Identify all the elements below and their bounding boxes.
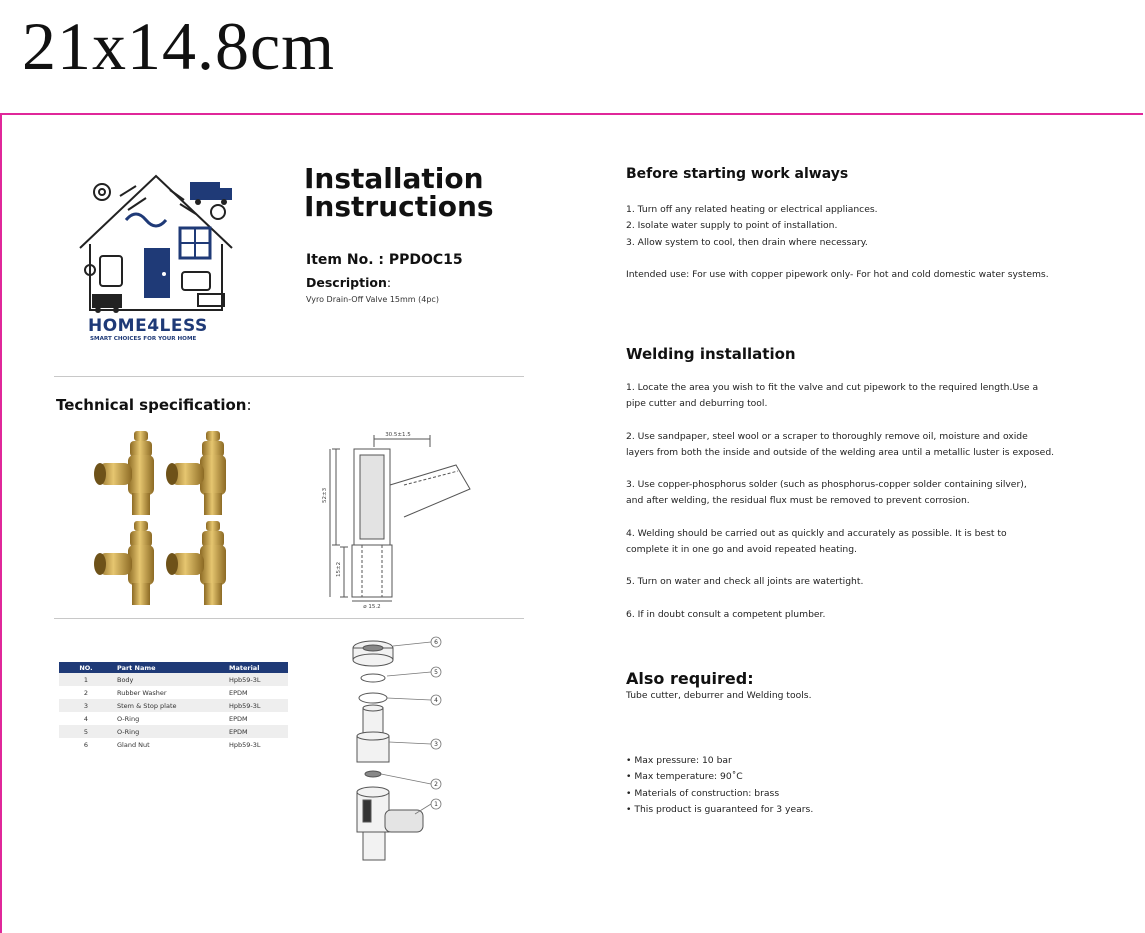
logo-tagline: SMART CHOICES FOR YOUR HOME: [90, 336, 197, 342]
row-no: 6: [83, 740, 89, 749]
row-no: 4: [83, 714, 89, 723]
description-text: Vyro Drain-Off Valve 15mm (4pc): [306, 295, 439, 304]
spec-list: [626, 753, 813, 818]
spec-item: • Materials of construction: brass: [626, 787, 780, 799]
row-material: EPDM: [225, 725, 288, 738]
welding-step: and after welding, the residual flux must be removed to prevent corrosion.: [626, 495, 970, 507]
intended-use: Intended use: For use with copper pipework only- For hot and cold domestic water systems.: [626, 268, 1049, 280]
welding-step: 1. Locate the area you wish to fit the valve and cut pipework to the required length.Use a: [626, 382, 1039, 393]
technical-drawing: [318, 425, 498, 610]
before-step: 1. Turn off any related heating or electrical appliances.: [626, 204, 878, 215]
welding-step: complete it in one go and avoid repeated heating.: [626, 544, 857, 556]
row-part-name: Body: [113, 673, 225, 686]
welding-step: 3. Use copper-phosphorus solder (such as phosphorus-copper solder containing silver),: [626, 479, 1027, 491]
header-material: Material: [225, 662, 288, 673]
description-label-suffix: :: [386, 275, 392, 290]
callout: 5: [434, 669, 438, 676]
welding-step: 4. Welding should be carried out as quickly and accurately as possible. It is best to: [626, 527, 1007, 539]
welding-step: layers from both the inside and outside of the welding area until a metallic luster is exposed.: [626, 446, 1055, 458]
table-row: [59, 686, 288, 699]
callout: 2: [434, 781, 438, 788]
exploded-valve-icon: [345, 632, 455, 870]
description-label-text: Description: [306, 275, 387, 290]
row-no: 2: [83, 688, 89, 697]
dim-height: 52±3: [322, 487, 328, 503]
logo-brand: HOME4LESS: [88, 316, 208, 336]
divider-mid: [54, 618, 524, 619]
dim-top: 30.5±1.5: [385, 432, 411, 438]
divider-top: [54, 376, 524, 377]
also-required-heading: Also required:: [626, 669, 754, 688]
parts-table: [59, 662, 288, 751]
home4less-logo: [70, 160, 242, 350]
before-steps: [626, 202, 1049, 283]
title-line-2: Instructions: [304, 190, 494, 223]
welding-step: 2. Use sandpaper, steel wool or a scraper to thoroughly remove oil, moisture and oxide: [626, 430, 1028, 442]
welding-step: 6. If in doubt consult a competent plumber.: [626, 608, 826, 620]
spec-item: • This product is guaranteed for 3 years.: [626, 803, 814, 815]
technical-spec-heading: [56, 396, 252, 414]
callout: 3: [434, 741, 438, 748]
row-material: Hpb59-3L: [229, 740, 261, 749]
technical-heading-suffix: :: [246, 396, 252, 414]
row-no: 1: [59, 673, 113, 686]
header-part-name: Part Name: [113, 662, 225, 673]
row-part-name: Gland Nut: [117, 740, 150, 749]
row-material: Hpb59-3L: [225, 699, 288, 712]
dim-lower: 15±2: [336, 561, 342, 577]
item-label: Item No. :: [306, 252, 389, 268]
item-number: [306, 252, 463, 268]
row-material: EPDM: [229, 714, 248, 723]
before-heading: Before starting work always: [626, 166, 849, 182]
row-material: EPDM: [229, 688, 248, 697]
header-no: NO.: [59, 662, 113, 673]
callout: 4: [434, 697, 438, 704]
row-material: Hpb59-3L: [225, 673, 288, 686]
title-line-1: Installation: [304, 162, 484, 195]
parts-table-header: [59, 662, 288, 673]
welding-step: pipe cutter and deburring tool.: [626, 398, 768, 410]
item-code: PPDOC15: [388, 252, 463, 268]
technical-heading-text: Technical specification: [56, 396, 247, 414]
table-row: [59, 712, 288, 725]
welding-step: 5. Turn on water and check all joints are watertight.: [626, 576, 864, 588]
table-row: [59, 699, 288, 712]
exploded-view-diagram: [345, 632, 455, 870]
welding-steps: [626, 380, 1054, 623]
welding-heading: Welding installation: [626, 345, 796, 363]
callout: 1: [434, 801, 438, 808]
row-part-name: O-Ring: [117, 714, 140, 723]
brass-valve-icon: [90, 425, 250, 610]
table-row: [59, 725, 288, 738]
size-label: 21x14.8cm: [22, 8, 336, 84]
spec-item: • Max temperature: 90˚C: [626, 771, 743, 783]
description-label: [306, 275, 391, 290]
table-row: [59, 673, 288, 686]
before-step: 3. Allow system to cool, then drain where necessary.: [626, 236, 868, 248]
row-part-name: Stem & Stop plate: [113, 699, 225, 712]
also-required-text: Tube cutter, deburrer and Welding tools.: [626, 690, 812, 701]
valve-product-photos: [90, 425, 250, 610]
before-step: 2. Isolate water supply to point of installation.: [626, 220, 838, 232]
row-no: 5: [59, 725, 113, 738]
spec-item: • Max pressure: 10 bar: [626, 755, 732, 766]
callout: 6: [434, 639, 438, 646]
page-title: [304, 162, 494, 223]
row-no: 3: [59, 699, 113, 712]
valve-section-drawing-icon: [318, 425, 498, 610]
row-part-name: Rubber Washer: [117, 688, 167, 697]
dim-base: ⌀ 15.2: [363, 604, 381, 610]
table-row: [59, 738, 288, 751]
row-part-name: O-Ring: [113, 725, 225, 738]
